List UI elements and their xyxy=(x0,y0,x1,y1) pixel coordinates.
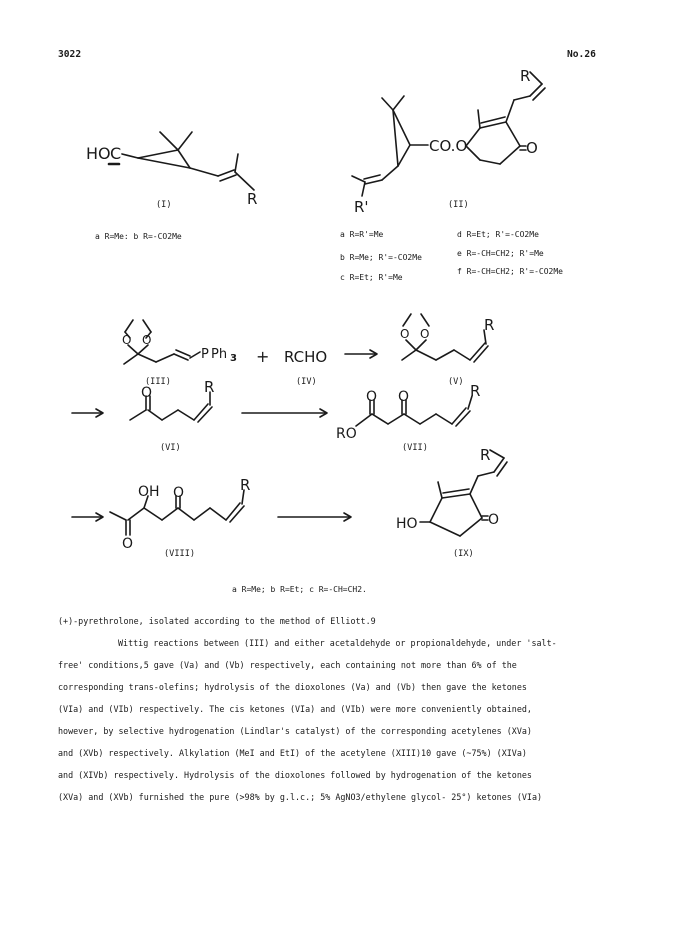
svg-text:C: C xyxy=(110,144,122,163)
svg-text:O: O xyxy=(122,333,132,347)
structure-V-drawing xyxy=(400,314,494,362)
label-IX: (IX) xyxy=(453,549,474,559)
structure-VII-ro: RO xyxy=(336,426,357,442)
structure-II-ester: CO.O xyxy=(429,137,468,155)
body-line-3: free' conditions,5 gave (Va) and (Vb) respectively, each containing not more than 6% of the xyxy=(58,660,517,670)
body-line-6: however, by selective hydrogenation (Lindlar's catalyst) of the corresponding acetylenes (XVa) xyxy=(58,726,532,736)
label-II: (II) xyxy=(448,200,469,210)
structure-VIII-o: O xyxy=(173,485,185,501)
journal-issue: No.26 xyxy=(567,49,596,60)
structure-II-ketone-o: O xyxy=(526,139,538,157)
structure-II-drawing xyxy=(352,67,545,216)
structure-III-reagent: Ph xyxy=(211,347,228,362)
page-number: 3022 xyxy=(58,49,82,60)
arrow-VIII-to-IX xyxy=(278,513,351,521)
arrow-to-VIII xyxy=(72,513,103,521)
svg-text:P: P xyxy=(201,347,209,362)
structure-VIII-drawing xyxy=(110,476,250,552)
structure-IV-formula: RCHO xyxy=(284,348,328,366)
structure-IX-drawing xyxy=(396,446,507,536)
svg-text:O: O xyxy=(420,327,430,341)
structure-VI-drawing xyxy=(130,378,214,422)
body-text xyxy=(58,610,618,808)
svg-text:O: O xyxy=(122,536,134,552)
body-line-8: and (XIVb) respectively. Hydrolysis of the dioxolones followed by hydrogenation of the ketones xyxy=(58,770,532,780)
label-V: (V) xyxy=(448,377,464,387)
variants-II-d: d R=Et; R'=-CO2Me xyxy=(457,230,539,239)
structure-I-drawing xyxy=(86,132,257,208)
plus-sign: + xyxy=(256,347,270,366)
body-line-1: (+)-pyrethrolone, isolated according to the method of Elliott.9 xyxy=(58,616,376,626)
label-VI: (VI) xyxy=(160,443,181,453)
structure-IX-o: O xyxy=(488,512,500,528)
structure-III-drawing xyxy=(122,320,237,364)
structure-IX-r-group: R xyxy=(480,446,491,464)
body-line-2: Wittig reactions between (III) and either acetaldehyde or propionaldehyde, under 'salt- xyxy=(118,638,557,648)
label-I: (I) xyxy=(156,200,172,210)
svg-text:O: O xyxy=(142,333,152,347)
body-line-5: (VIa) and (VIb) respectively. The cis ketones (VIa) and (VIb) were more conveniently obtained, xyxy=(58,704,532,714)
structure-II-r-prime: R' xyxy=(354,198,369,216)
body-line-9: (XVa) and (XVb) furnished the pure (>98% by g.l.c.; 5% AgNO3/ethylene glycol- 25°) ketones (VIa) xyxy=(58,792,543,802)
variants-II-e: e R=-CH=CH2; R'=Me xyxy=(457,249,544,258)
label-VIII: (VIII) xyxy=(164,549,196,559)
structure-VII-drawing xyxy=(336,382,480,442)
structure-I-acid-group: HO xyxy=(86,144,111,163)
structure-VII-r-group: R xyxy=(470,382,481,400)
body-line-4: corresponding trans-olefins; hydrolysis of the dioxolones (Va) and (Vb) then gave the ketones xyxy=(58,682,527,692)
structure-VIII-oh: OH xyxy=(138,484,160,500)
variants-I: a R=Me: b R=-CO2Me xyxy=(95,232,182,241)
label-VII: (VII) xyxy=(402,443,428,453)
svg-text:O: O xyxy=(400,327,410,341)
arrow-IV-to-V xyxy=(345,350,377,358)
body-line-7: and (XVb) respectively. Alkylation (MeI and EtI) of the acetylene (XIII)10 gave (~75%) (XIVa) xyxy=(58,748,527,758)
structure-V-r-group: R xyxy=(484,316,495,334)
structure-VIII-r-group: R xyxy=(240,476,251,494)
variants-II-f: f R=-CH=CH2; R'=-CO2Me xyxy=(457,267,563,276)
svg-text:O: O xyxy=(398,389,410,405)
structure-VI-o: O xyxy=(141,385,153,401)
label-IV: (IV) xyxy=(296,377,317,387)
svg-text:3: 3 xyxy=(230,353,237,364)
svg-text:O: O xyxy=(366,389,378,405)
structure-II-r-group: R xyxy=(520,67,531,85)
variants-II-b: b R=Me; R'=-CO2Me xyxy=(340,253,422,262)
label-III: (III) xyxy=(145,377,171,387)
structure-IX-ho: HO xyxy=(396,516,418,532)
common-variants: a R=Me; b R=Et; c R=-CH=CH2. xyxy=(232,585,367,594)
variants-II-c: c R=Et; R'=Me xyxy=(340,273,403,282)
arrow-VI-to-VII xyxy=(242,409,327,417)
structure-VI-r-group: R xyxy=(204,378,215,396)
arrow-to-VI xyxy=(72,409,103,417)
structure-I-r-group: R xyxy=(247,190,258,208)
variants-II-a: a R=R'=Me xyxy=(340,230,384,239)
